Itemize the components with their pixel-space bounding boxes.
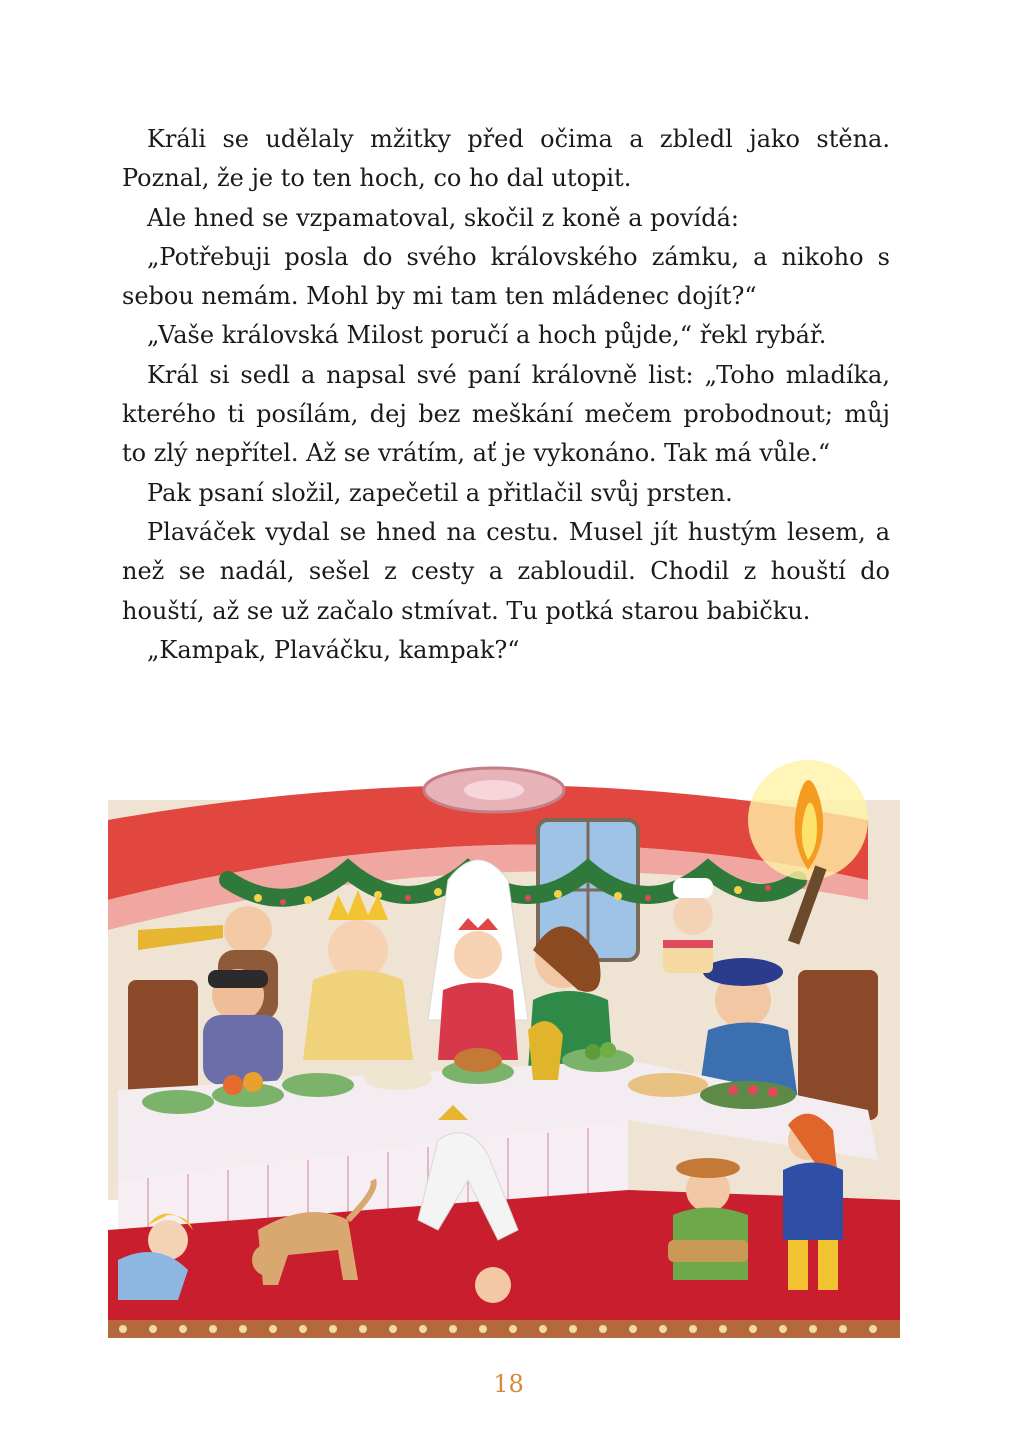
story-text [122,120,890,670]
paragraph: Král si sedl a napsal své paní královně list: „Toho mladíka, kterého ti posílám, dej bez meškání mečem probodnout; můj to zlý nepřítel. Až se vrátím, ať je vykonáno. Tak má vůle.“ [122,360,890,468]
feast-illustration [108,760,900,1342]
paragraph: Králi se udělaly mžitky před očima a zbledl jako stěna. Poznal, že je to ten hoch, co ho dal utopit. [122,125,890,193]
paragraph: Plaváček vydal se hned na cestu. Musel jít hustým lesem, a než se nadál, sešel z cesty a zabloudil. Chodil z houští do houští, až se už začalo stmívat. Tu potká starou babičku. [122,517,890,625]
page-number: 18 [493,1370,524,1398]
paragraph: Ale hned se vzpamatoval, skočil z koně a povídá: [147,203,739,232]
paragraph: Pak psaní složil, zapečetil a přitlačil svůj prsten. [147,478,733,507]
paragraph: „Kampak, Plaváčku, kampak?“ [147,635,520,664]
paragraph: „Vaše královská Milost poručí a hoch půjde,“ řekl rybář. [147,321,827,350]
paragraph: „Potřebuji posla do svého královského zámku, a nikoho s sebou nemám. Mohl by mi tam ten mládenec dojít?“ [122,242,890,311]
